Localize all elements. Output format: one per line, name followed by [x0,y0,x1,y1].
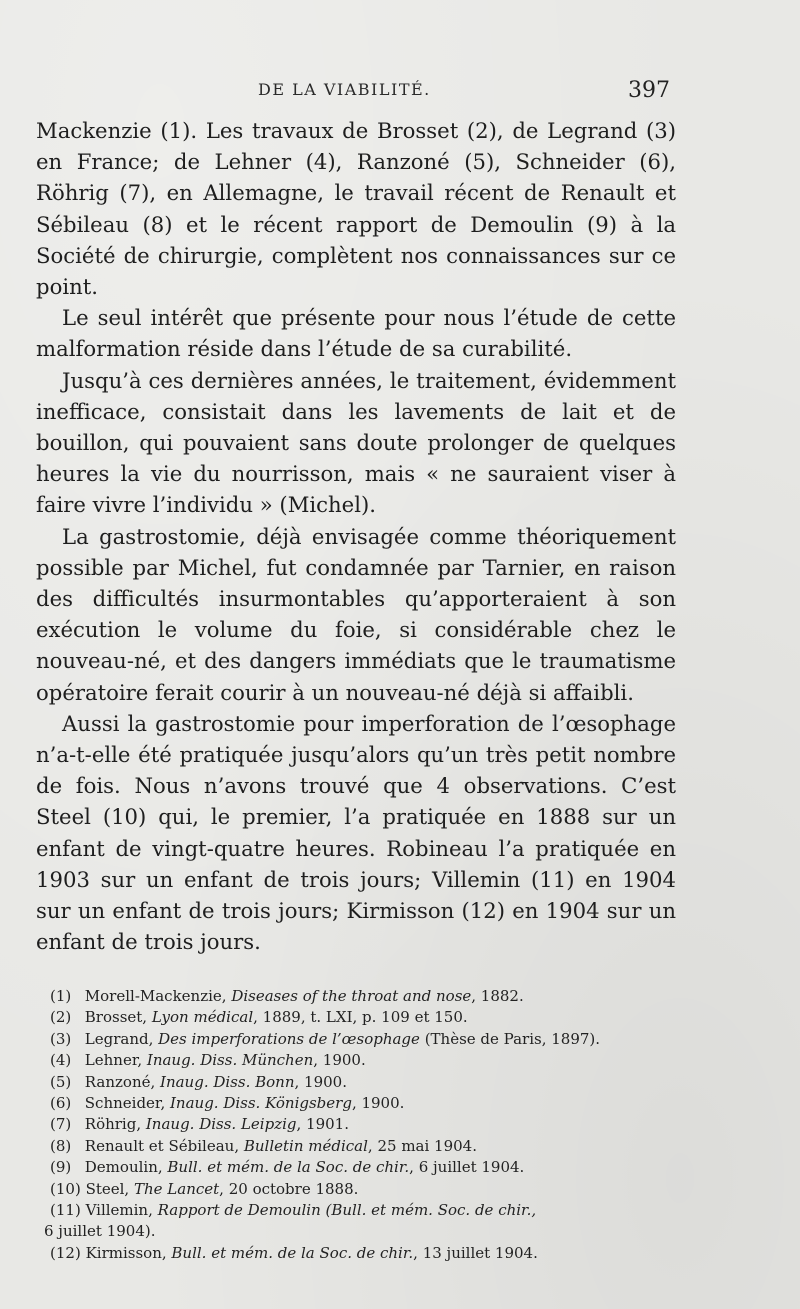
footnote [48,1157,688,1178]
footnote [48,1136,688,1157]
footnote-details: , 20 octobre 1888. [219,1179,359,1198]
footnote-title: Inaug. Diss. Bonn [160,1072,295,1091]
footnote-title: The Lancet [133,1179,220,1198]
footnote-author: Lehner, [84,1051,147,1070]
footnote [48,1072,688,1093]
paragraph: Mackenzie (1). Les travaux de Brosset (2), de Legrand (3) en France; de Lehner (4), Ranzoné (5), Schneider (6), Röhrig (7), en Allemagne, le travail récent de Renault et Sébileau (8) et le récent rapport de Demoulin (9) à la Société de chirurgie, complètent nos connaissances sur ce point. [36,118,676,300]
footnote [48,1007,688,1028]
running-head [0,78,800,108]
footnote-title: Lyon médical [151,1008,254,1027]
footnotes [44,986,688,1264]
footnote-details: , 1900. [313,1051,366,1070]
paragraph: La gastrostomie, déjà envisagée comme théoriquement possible par Michel, fut condamnée par Tarnier, en raison des difficultés insurmontables qu’apporteraient à son exécution le volume du foie, si considérable chez le nouveau-né, et des dangers immédiats que le traumatisme opératoire ferait courir à un nouveau-né déjà si affaibli. [36,523,676,705]
footnote-title: Bulletin médical [243,1136,368,1155]
footnote-author: Brosset, [84,1008,152,1027]
footnote-author: Röhrig, [84,1115,146,1134]
footnote-details: , 13 juillet 1904. [413,1243,538,1262]
footnote-title: Rapport de Demoulin (Bull. et mém. Soc. de chir., [157,1201,537,1220]
footnote-details: , 1900. [294,1072,347,1091]
footnote-number: (8) [50,1136,72,1155]
footnote-details: , 6 juillet 1904. [409,1158,525,1177]
footnote-details: (Thèse de Paris, 1897). [419,1029,601,1048]
footnote-details: , 1889, t. LXI, p. 109 et 150. [253,1008,468,1027]
footnote [48,1029,688,1050]
footnote-details: , 1900. [351,1094,405,1113]
footnote-author: Morell-Mackenzie, [84,987,232,1005]
footnote-number: (7) [50,1115,72,1134]
footnote-title: Inaug. Diss. München [146,1051,314,1070]
footnote-title: Bull. et mém. de la Soc. de chir. [171,1243,414,1262]
footnote-title: Inaug. Diss. Königsberg [170,1094,352,1113]
footnote-number: (10) [50,1179,81,1198]
footnote-number: (12) [50,1243,81,1262]
paragraph: Jusqu’à ces dernières années, le traitement, évidemment inefficace, consistait dans les lavements de lait et de bouillon, qui pouvaient sans doute prolonger de quelques heures la vie du nourrisson, mais « ne sauraient viser à faire vivre l’individu » (Michel). [36,367,676,518]
footnote-author: Villemin, [85,1201,158,1220]
footnote-number: (3) [50,1029,72,1048]
footnote-author: Kirmisson, [85,1243,172,1262]
footnote-author: Legrand, [84,1029,159,1048]
footnote [44,1200,688,1243]
footnote [48,1243,688,1264]
footnote-number: (4) [50,1051,72,1070]
footnote-title: Inaug. Diss. Leipzig [145,1115,297,1134]
page-number: 397 [628,78,670,103]
footnote-number: (9) [50,1158,72,1177]
footnote-author: Schneider, [84,1094,170,1113]
footnote-details: , 25 mai 1904. [367,1136,477,1155]
footnote [48,1093,688,1114]
footnote-title: Diseases of the throat and nose [231,987,472,1005]
footnote [48,1179,688,1200]
footnote-title: Bull. et mém. de la Soc. de chir. [167,1158,410,1177]
footnote-number: (1) [50,987,72,1005]
footnote-author: Demoulin, [84,1158,168,1177]
footnote-author: Ranzoné, [84,1072,161,1091]
footnote-author: Renault et Sébileau, [84,1136,244,1155]
footnote [48,1114,688,1135]
footnote-details: , 1901. [296,1115,349,1134]
footnote [48,1050,688,1071]
paragraph: Aussi la gastrostomie pour imperforation de l’œsophage n’a-t-elle été pratiquée jusqu’alors qu’un très petit nombre de fois. Nous n’avons trouvé que 4 observations. C’est Steel (10) qui, le premier, l’a pratiquée en 1888 sur un enfant de vingt-quatre heures. Robineau l’a pratiquée en 1903 sur un enfant de trois jours; Villemin (11) en 1904 sur un enfant de trois jours; Kirmisson (12) en 1904 sur un enfant de trois jours. [36,710,676,955]
footnote-details: 6 juillet 1904). [44,1222,156,1241]
footnote-details: , 1882. [471,987,524,1005]
running-title: DE LA VIABILITÉ. [258,80,431,99]
footnote-number: (5) [50,1072,72,1091]
footnote-title: Des imperforations de l’œsophage [158,1029,420,1048]
body-text [36,115,676,957]
footnote-number: (2) [50,1008,72,1027]
footnote-author: Steel, [85,1179,134,1198]
footnote-number: (6) [50,1094,72,1113]
footnote-number: (11) [50,1201,81,1220]
footnote [48,986,688,1007]
paragraph: Le seul intérêt que présente pour nous l’étude de cette malformation réside dans l’étude de sa curabilité. [36,305,676,362]
